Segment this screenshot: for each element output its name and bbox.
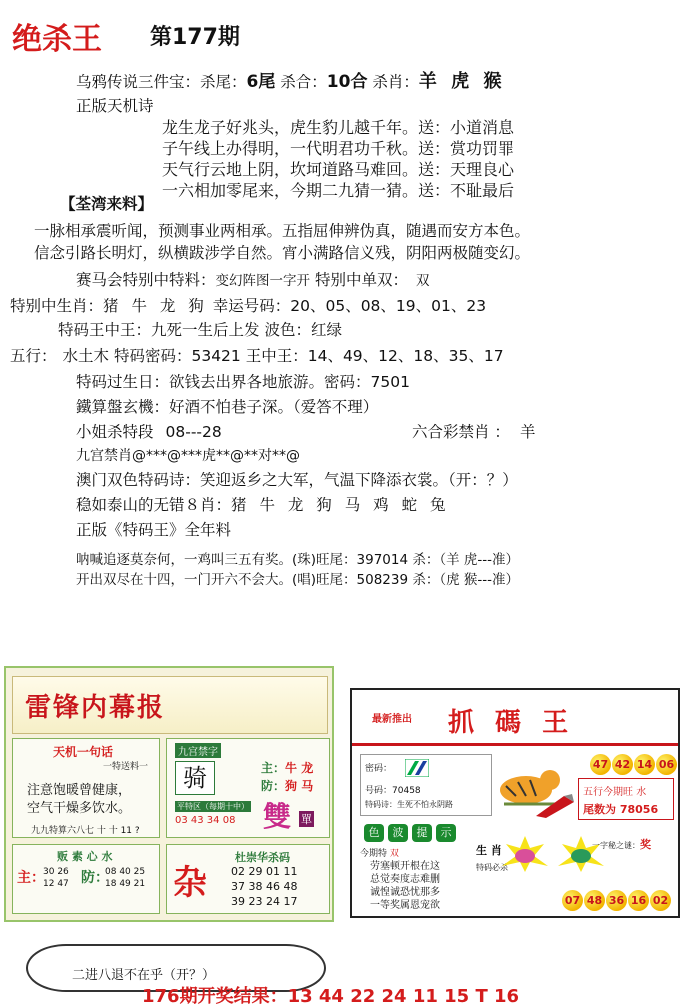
hint-btn-1: 色: [364, 824, 384, 842]
zhu-value: 牛 龙: [285, 761, 314, 775]
crow-kill-label: 杀肖：: [367, 73, 419, 91]
lucky-value: 20、05、08、19、01、23: [290, 297, 487, 315]
tianji-tiny-row: 九九特算六八七 十 十 11 ?: [31, 826, 140, 836]
bottom-ball-2: 48: [584, 890, 605, 911]
nums-a2: 12 47: [43, 879, 69, 889]
tiesuan-label: 鐵算盤玄機：: [76, 398, 170, 416]
taiwan-line-1: 一脉相承震听闻，预测事业两相承。五指屈伸辨伪真，随遇而安方本色。: [34, 222, 531, 240]
tiesuan-line: [76, 397, 378, 417]
shengxiao-label: 生 肖: [476, 844, 502, 857]
yizi-value: 奖: [640, 838, 651, 851]
bottom-ball-3: 36: [606, 890, 627, 911]
poem-line-2: 子午线上办得明，一代明君功千秋。送：赏功罚罪: [162, 139, 515, 158]
call-line-2: 开出双尽在十四，一门开六不会大。(唱)旺尾：508239 杀：（虎 猴---准）: [76, 572, 520, 588]
blade-illustration: [534, 792, 576, 820]
top-ball-1: 47: [590, 754, 611, 775]
secret-value: 53421: [191, 347, 241, 365]
horse-value: 变幻阵图一字开: [215, 273, 311, 289]
hint-btn-4: 示: [436, 824, 456, 842]
tmw-value: 九死一生后上发: [151, 321, 260, 339]
verse-line-4: 一等奖属恩宠欲: [370, 900, 440, 911]
verse-line-3: 诚惶诚恐忧那多: [370, 887, 440, 898]
shejia-row-2: 37 38 46 48: [231, 880, 298, 893]
zodiac-label: 特别中生肖：: [10, 297, 104, 315]
tianji-text-1: 注意饱暖曾健康，: [27, 783, 132, 798]
jinqi-line: [360, 846, 399, 859]
crow-tail: 6尾: [246, 72, 276, 92]
yizi-line: [592, 836, 651, 852]
shuang-char: 雙: [263, 800, 292, 833]
secret-label: 特码密码：: [109, 347, 192, 365]
jinqi-value: 双: [389, 849, 399, 859]
tianji-panel-title: 天机一句话: [53, 745, 114, 759]
taiwan-line-2: 信念引路长明灯，纵横跋涉学自然。宵小满路信义残，阴阳两极随变幻。: [34, 244, 531, 262]
suxin-fang: 防：: [81, 870, 109, 886]
zhuamawang-title: 抓 碼 王: [448, 708, 575, 738]
liuhe-label: 六合彩禁肖 ：: [412, 423, 510, 441]
verse-block: [370, 860, 440, 912]
cloud-text: 二进八退不在乎（开？）: [72, 968, 216, 983]
top-ball-2: 42: [612, 754, 633, 775]
top-ball-3: 14: [634, 754, 655, 775]
wave-value: 红绿: [310, 321, 342, 339]
hint-btn-2: 波: [388, 824, 408, 842]
wuxing-label: 五行：: [10, 347, 57, 365]
suxin-title: 贩 素 心 水: [57, 850, 113, 863]
liuhe-line: [412, 422, 535, 442]
texiao-label: 特码必杀: [476, 863, 508, 872]
wzw-value: 14、49、12、18、35、17: [307, 347, 504, 365]
verse-line-1: 劳塞顿开根在这: [370, 861, 440, 872]
tm-poem-label: 特码诗：: [365, 800, 397, 809]
creature-left: [500, 836, 550, 872]
macau-label: 澳门双色特码诗：: [76, 471, 201, 489]
crow-mid: 杀合：: [275, 73, 327, 91]
pingte-values: 03 43 34 08: [175, 815, 236, 826]
bday-line: [76, 372, 410, 392]
crow-he: 10合: [326, 72, 368, 92]
code-number: [365, 783, 421, 796]
macau-value: 笑迎返乡之大军，气温下降添衣裳。（开：？）: [200, 471, 518, 489]
code-number-label: 号码：: [365, 786, 393, 796]
zhuamawang-tag: 最新推出: [372, 714, 412, 725]
poem-line-1: 龙生龙子好兆头，虎生豹儿越千年。送：小道消息: [162, 118, 515, 137]
tianji-panel-sub: 一特送料一: [103, 762, 149, 772]
dan-char: 單: [301, 813, 312, 826]
tmw-label: 特码王中王：: [58, 321, 152, 339]
crow-label: 乌鸦传说三件宝：杀尾：: [76, 73, 247, 91]
wzw-label: 王中王：: [240, 347, 308, 365]
jiugong-line: 九宫禁肖@***@***虎**@**对**@: [76, 448, 300, 464]
nums-b2: 18 49 21: [105, 879, 146, 889]
miss-value: 08---28: [165, 423, 222, 441]
call-line-1: 呐喊追逐莫奈何，一鸡叫三五有奖。(珠)旺尾：397014 杀：（羊 虎---准）: [76, 552, 520, 568]
tmw-line: [58, 320, 342, 340]
za-char: 杂: [173, 863, 207, 903]
shejia-panel: [166, 844, 330, 914]
bottom-ball-5: 02: [650, 890, 671, 911]
shejia-row-1: 02 29 01 11: [231, 865, 298, 878]
lucky-label: 幸运号码：: [207, 297, 291, 315]
wuxing-line: [10, 346, 504, 366]
wuxing-value: 水土木: [62, 347, 110, 365]
shejia-row-3: 39 23 24 17: [231, 895, 298, 908]
tail-box-value: 78056: [619, 803, 659, 816]
verse-line-2: 总觉奏度志难删: [370, 874, 440, 885]
tiesuan-value: 好酒不怕巷子深。（爱答不理）: [169, 398, 379, 416]
result-line: 176期开奖结果：13 44 22 24 11 15 T 16: [142, 986, 520, 1007]
shejia-title: 杜崇华杀码: [235, 851, 290, 864]
tmw-year: 正版《特码王》全年料: [76, 521, 232, 539]
horse-line: [76, 270, 429, 291]
pingte-label: 平特区（每期十中）: [177, 802, 249, 811]
taishan-value: 猪 牛 龙 狗 马 鸡 蛇 兔: [231, 496, 450, 514]
wave-label: 波色：: [259, 321, 311, 339]
pwd-label: 密码：: [324, 373, 371, 391]
nums-b1: 08 40 25: [105, 867, 146, 877]
single-double-value: 双: [415, 273, 430, 289]
taiwan-heading: 【荃湾来料】: [60, 195, 154, 213]
page-title: 绝杀王: [12, 22, 102, 57]
issue-number: 第177期: [150, 25, 240, 50]
crow-kill: 羊 虎 猴: [418, 71, 506, 92]
leifeng-title: 雷锋内幕报: [25, 693, 166, 723]
tianji-panel: [12, 738, 160, 838]
zhuamawang-card: [350, 688, 680, 918]
code-number-value: 70458: [392, 786, 421, 796]
tianji-label: 正版天机诗: [76, 97, 154, 115]
leifeng-card: [4, 666, 334, 922]
suxin-zhu: 主：: [17, 870, 45, 886]
fang-label: [261, 777, 313, 794]
wuxing-box-value: 水: [636, 787, 647, 798]
tm-poem-value: 生死不怕永阴路: [397, 800, 453, 809]
logo-icon: [405, 759, 429, 777]
top-ball-4: 06: [656, 754, 677, 775]
taishan-line: [76, 495, 450, 515]
taishan-label: 稳如泰山的无错８肖：: [76, 496, 232, 514]
code-secret-label: 密码：: [365, 764, 393, 774]
tail-box-label: 尾数为: [583, 803, 616, 816]
pwd-value: 7501: [370, 373, 410, 391]
zhuamawang-banner: [352, 690, 678, 746]
miss-line: [76, 422, 222, 442]
crow-line: [76, 72, 505, 92]
yizi-label: 一字秘之谜：: [592, 841, 640, 850]
fang-label-text: 防：: [261, 779, 286, 793]
bottom-ball-4: 16: [628, 890, 649, 911]
single-double-label: 特别中单双：: [310, 271, 408, 289]
wuxing-box: [578, 778, 674, 820]
jinqi-label: 今期特: [360, 849, 388, 859]
tail-box-line: [583, 801, 658, 817]
jiugong-panel: [166, 738, 330, 838]
zhu-label: [261, 759, 313, 776]
wuxing-box-line: [583, 783, 646, 798]
bday-label: 特码过生日：: [76, 373, 170, 391]
fang-value: 狗 马: [285, 779, 314, 793]
macau-line: [76, 470, 518, 490]
bday-value: 欲钱去出界各地旅游。: [169, 373, 325, 391]
poem-line-3: 天气行云地上阴，坎坷道路马难回。送：天理良心: [162, 160, 515, 179]
jiugong-panel-title: 九宫禁字: [175, 743, 221, 758]
miss-label: 小姐杀特段: [76, 423, 154, 441]
nums-a1: 30 26: [43, 867, 69, 877]
tianji-text-2: 空气干燥多饮水。: [27, 801, 132, 816]
zodiac-line: [10, 296, 486, 316]
code-box: [360, 754, 492, 816]
suxin-panel: [12, 844, 160, 914]
horse-label: 赛马会特别中特料：: [76, 271, 216, 289]
zodiac-value: 猪 牛 龙 狗: [103, 297, 208, 315]
tm-poem: [365, 799, 453, 810]
poem-line-4: 一六相加零尾来，今期二九猜一猜。送：不耻最后: [162, 181, 515, 200]
big-char: 骑: [175, 761, 215, 795]
bottom-ball-1: 07: [562, 890, 583, 911]
wuxing-box-label: 五行今期旺: [583, 787, 633, 798]
liuhe-value: 羊: [519, 423, 536, 441]
hint-btn-3: 提: [412, 824, 432, 842]
zhu-label-text: 主：: [261, 761, 286, 775]
leifeng-header: [12, 676, 328, 734]
